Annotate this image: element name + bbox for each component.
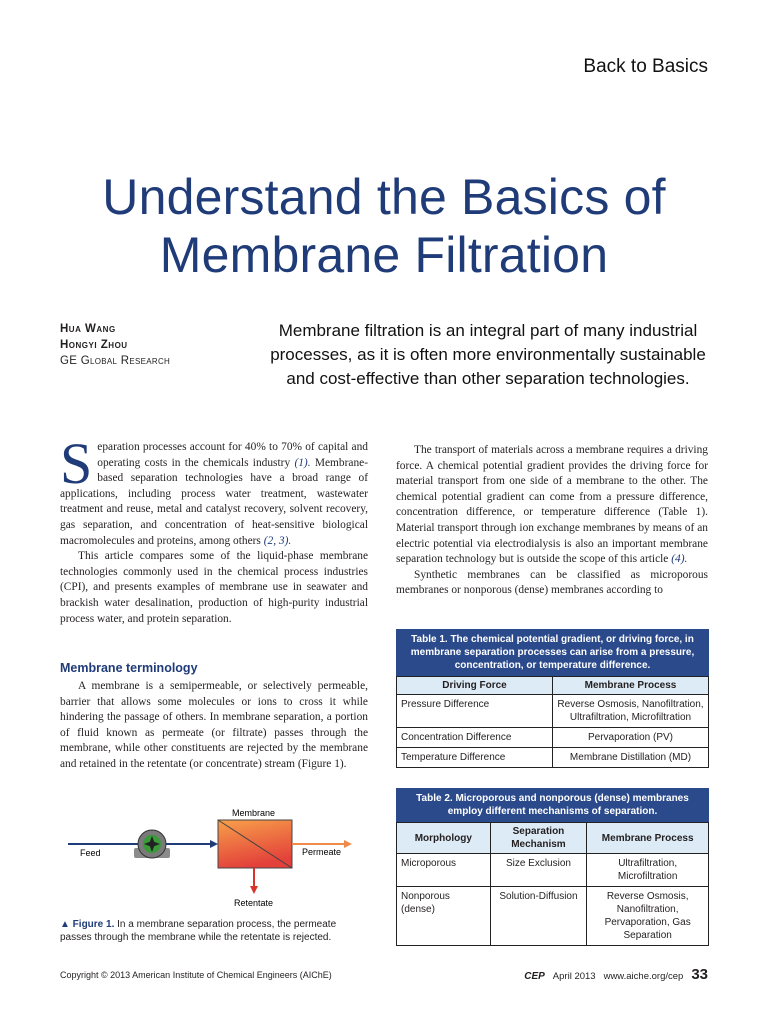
author-block [60, 321, 170, 369]
table-cell: Pressure Difference [397, 695, 553, 728]
table-row [397, 887, 709, 946]
table-cell: Microporous [397, 854, 491, 887]
figure-caption [60, 918, 360, 944]
table-caption: Table 2. Microporous and nonporous (dense) membranes employ different mechanisms of separation. [396, 788, 709, 822]
table-cell: Concentration Difference [397, 728, 553, 748]
issue-date: April 2013 [552, 971, 596, 982]
label-retentate: Retentate [234, 898, 274, 908]
table-header: Membrane Process [553, 677, 709, 695]
figure-label: ▲ Figure 1. [60, 919, 115, 930]
table-row [397, 854, 709, 887]
citation: (1). [294, 456, 311, 469]
table-header: Morphology [397, 823, 491, 854]
figure-caption-text: In a membrane separation process, the permeate passes through the membrane while the retentate is rejected. [60, 919, 337, 943]
body-text: eparation processes account for 40% to 70% of capital and operating costs in the chemicals industry [97, 441, 368, 469]
table-cell: Reverse Osmosis, Nanofiltration, Pervaporation, Gas Separation [587, 887, 709, 946]
pump-icon [134, 830, 170, 858]
table-cell: Nonporous (dense) [397, 887, 491, 946]
footer-info [524, 966, 708, 983]
lede-text: Membrane filtration is an integral part of many industrial processes, as it is often more environmentally sustainable and cost-effective than other separation technologies. [270, 321, 706, 388]
table-row [397, 728, 709, 748]
table-caption: Table 1. The chemical potential gradient, or driving force, in membrane separation processes can arise from a pressure, concentration, or temperature difference. [396, 629, 709, 676]
table-1 [396, 629, 709, 768]
author-affiliation: GE Global Research [60, 355, 171, 367]
membrane-diagram [60, 800, 360, 910]
author-name: Hongyi Zhou [60, 339, 128, 351]
table-header: Separation Mechanism [490, 823, 587, 854]
body-column-left-2 [60, 679, 368, 773]
table-header: Driving Force [397, 677, 553, 695]
body-column-left [60, 431, 368, 627]
table-cell: Ultrafiltration, Microfiltration [587, 854, 709, 887]
article-title [20, 168, 748, 284]
table-cell: Pervaporation (PV) [553, 728, 709, 748]
body-paragraph: A membrane is a semipermeable, or selectively permeable, barrier that allows some molecules or ions to cross it while hindering the passage of others. In membrane separation, a portion of fluid known as permeate (or filtrate) passes through the membrane, while other constituents are rejected by the membrane and retained in the retentate (or concentrate) stream (Figure 1). [60, 680, 368, 770]
section-tag: Back to Basics [583, 56, 708, 77]
table-cell: Temperature Difference [397, 748, 553, 768]
table-header: Membrane Process [587, 823, 709, 854]
body-paragraph: Synthetic membranes can be classified as microporous membranes or nonporous (dense) membranes according to [396, 568, 708, 597]
body-text: The transport of materials across a membrane requires a driving force. A chemical potential gradient provides the driving force for material transport from one side of a membrane to the other. The chemical potential gradient can come from a pressure difference, concentration difference, or temperature difference (Table 1). Material transport through ion exchange membranes by means of an electric potential via electrodialysis is also an important membrane separation technology but is outside the scope of this article [396, 444, 708, 566]
permeate-arrowhead [344, 840, 352, 848]
table-2 [396, 788, 709, 946]
citation: (4). [671, 553, 688, 566]
retentate-arrowhead [250, 886, 258, 894]
author-name: Hua Wang [60, 323, 116, 335]
section-heading: Membrane terminology [60, 661, 198, 675]
body-column-right [396, 443, 708, 599]
table-cell: Reverse Osmosis, Nanofiltration, Ultrafiltration, Microfiltration [553, 695, 709, 728]
table-row [397, 748, 709, 768]
table-row [397, 695, 709, 728]
page-number: 33 [691, 966, 708, 983]
website-url: www.aiche.org/cep [603, 971, 684, 982]
label-permeate: Permeate [302, 847, 342, 857]
footer-copyright: Copyright © 2013 American Institute of Chemical Engineers (AIChE) [60, 970, 332, 980]
table-cell: Solution-Diffusion [490, 887, 587, 946]
drop-cap: S [60, 431, 93, 496]
table-cell: Size Exclusion [490, 854, 587, 887]
label-membrane: Membrane [232, 808, 276, 818]
body-text: Membrane-based separation technologies have a broad range of applications, including process water treatment, wastewater treatment and reuse, metal and catalyst recovery, solvent recovery, gas separation, and concentration of heat-sensitive biological macromolecules and proteins, among others [60, 456, 368, 547]
table-cell: Membrane Distillation (MD) [553, 748, 709, 768]
label-feed: Feed [80, 848, 101, 858]
title-line-1: Understand the Basics of [102, 169, 666, 225]
publication-logo: CEP [524, 971, 545, 982]
feed-arrowhead [210, 840, 218, 848]
body-paragraph: This article compares some of the liquid-phase membrane technologies commonly used in the chemical process industries (CPI), and presents examples of membrane use in seawater and brackish water desalination, production of high-purity industrial process water, and protein separation. [60, 550, 368, 625]
title-line-2: Membrane Filtration [159, 227, 609, 283]
citation: (2, 3). [263, 534, 292, 547]
